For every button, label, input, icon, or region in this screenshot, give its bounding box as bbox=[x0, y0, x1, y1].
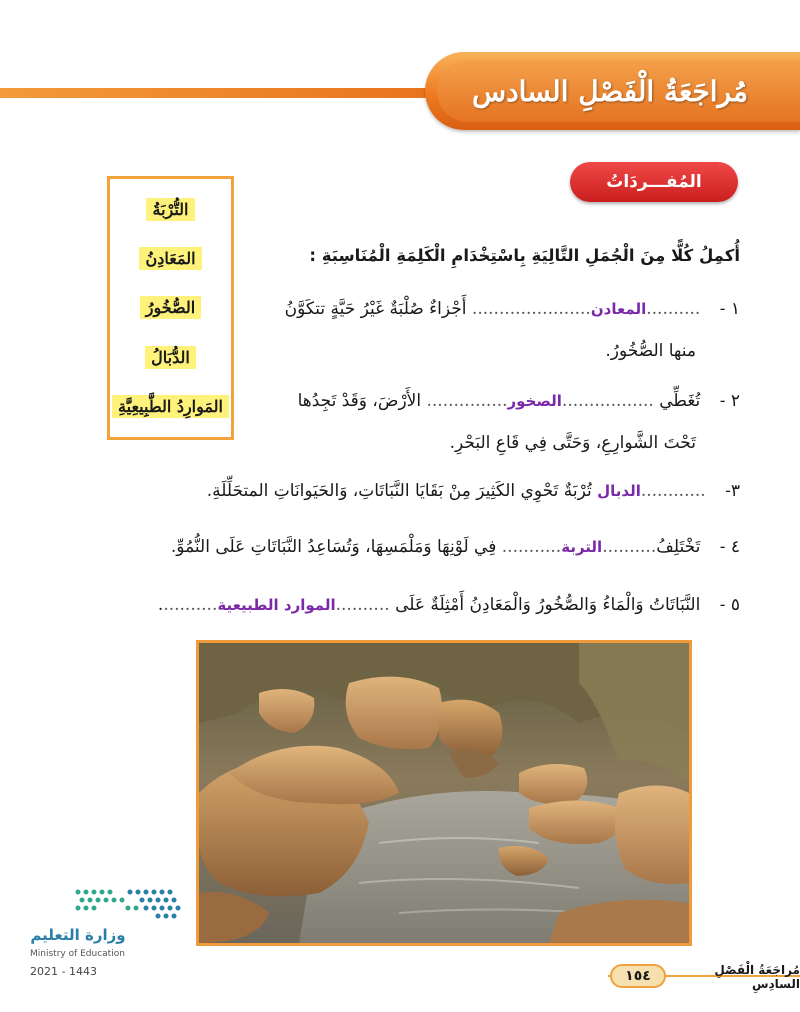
question-text: فِي لَوْنِهَا وَمَلْمَسِهَا، وَتُسَاعِدُ النَّبَاتَاتِ عَلَى النُّمُوِّ. bbox=[170, 537, 497, 557]
header-rule bbox=[0, 88, 440, 98]
blank-dots: ................. bbox=[561, 391, 654, 411]
blank-dots: ...................... bbox=[471, 299, 591, 319]
question-4 bbox=[171, 526, 740, 568]
question-text-line2: منها الصُّخُورُ. bbox=[605, 341, 696, 361]
question-text: . bbox=[157, 595, 164, 615]
question-text: الأَرْضَ، وَقَدْ تَجِدُها bbox=[297, 391, 422, 411]
question-5 bbox=[158, 584, 740, 626]
question-number: ١ - bbox=[719, 299, 740, 319]
question-text: تَخْتَلِفُ bbox=[656, 537, 701, 557]
blank-dots: ............... bbox=[426, 391, 508, 411]
question-text: تُرْبَةٌ تَحْوِي الكَثِيرَ مِنْ بَقَايَا النَّبَاتَاتِ، وَالحَيَوانَاتِ المتحَلِّلَةِ. bbox=[206, 481, 592, 501]
ministry-logo-icon bbox=[68, 886, 188, 922]
question-number: ٢ - bbox=[719, 391, 740, 411]
page-title: مُراجَعَةُ الْفَصْلِ السادس bbox=[472, 74, 748, 108]
word-bank-item: المَعَادِنُ bbox=[139, 247, 201, 270]
question-text-line2: تَحْتَ الشَّوارِعِ، وَحَتَّى فِي قَاعِ البَحْرِ. bbox=[449, 433, 696, 453]
blank-dots: ........... bbox=[501, 537, 562, 557]
blank-dots: .......... bbox=[602, 537, 657, 557]
answer-text: الموارد الطبيعية bbox=[217, 596, 336, 614]
answer-text: المعادن bbox=[590, 300, 647, 318]
answer-text: التربة bbox=[561, 538, 603, 556]
word-bank-item: التُّرْبَةُ bbox=[146, 198, 194, 221]
answer-text: الصخور bbox=[507, 392, 562, 410]
answer-text: الدبال bbox=[597, 482, 641, 500]
ministry-name-english: Ministry of Education bbox=[30, 949, 125, 959]
question-number: ٣- bbox=[725, 481, 740, 501]
blank-dots: .......... bbox=[163, 595, 218, 615]
page-number: ١٥٤ bbox=[610, 964, 666, 988]
blank-dots: .......... bbox=[646, 299, 701, 319]
word-bank-item: المَوارِدُ الطَّبِيعِيَّةِ bbox=[112, 395, 229, 418]
word-bank-item: الصُّخُورُ bbox=[140, 296, 202, 319]
word-bank bbox=[107, 176, 234, 440]
vocabulary-section-badge bbox=[570, 162, 738, 202]
blank-dots: .......... bbox=[335, 595, 390, 615]
stream-rocks-photo bbox=[196, 640, 692, 946]
question-1 bbox=[285, 288, 740, 372]
word-bank-item: الدُّبَالُ bbox=[145, 346, 196, 369]
question-3 bbox=[207, 470, 740, 512]
edition-year: 2021 - 1443 bbox=[30, 965, 97, 978]
header-banner bbox=[425, 52, 800, 130]
question-2 bbox=[298, 380, 740, 464]
footer-chapter-title: مُراجَعَةُ الْفَصْلِ السادِسِ bbox=[714, 963, 800, 991]
blank-dots: ............ bbox=[640, 481, 706, 501]
instruction: أُكمِلُ كُلًّا مِنَ الْجُمَلِ التَّالِيَةِ بِاسْتِخْدَامِ الْكَلِمَةِ الْمُنَاسِبَةِ : bbox=[309, 246, 740, 265]
question-number: ٥ - bbox=[719, 595, 740, 615]
ministry-logo bbox=[28, 886, 178, 986]
question-text: أَجْزاءٌ صُلْبَةٌ غَيْرُ حَيَّةٍ تتكَوَّنُ bbox=[284, 299, 467, 319]
section-label: المُفـــردَاتُ bbox=[606, 172, 702, 192]
question-text: النَّبَاتَاتُ وَالْمَاءُ وَالصُّخُورُ وَالْمَعَادِنُ أَمْثِلَةٌ عَلَى bbox=[395, 595, 701, 615]
question-number: ٤ - bbox=[719, 537, 740, 557]
ministry-name-arabic: وزارة التعليم bbox=[30, 926, 126, 944]
question-text: تُغَطِّي bbox=[659, 391, 701, 411]
